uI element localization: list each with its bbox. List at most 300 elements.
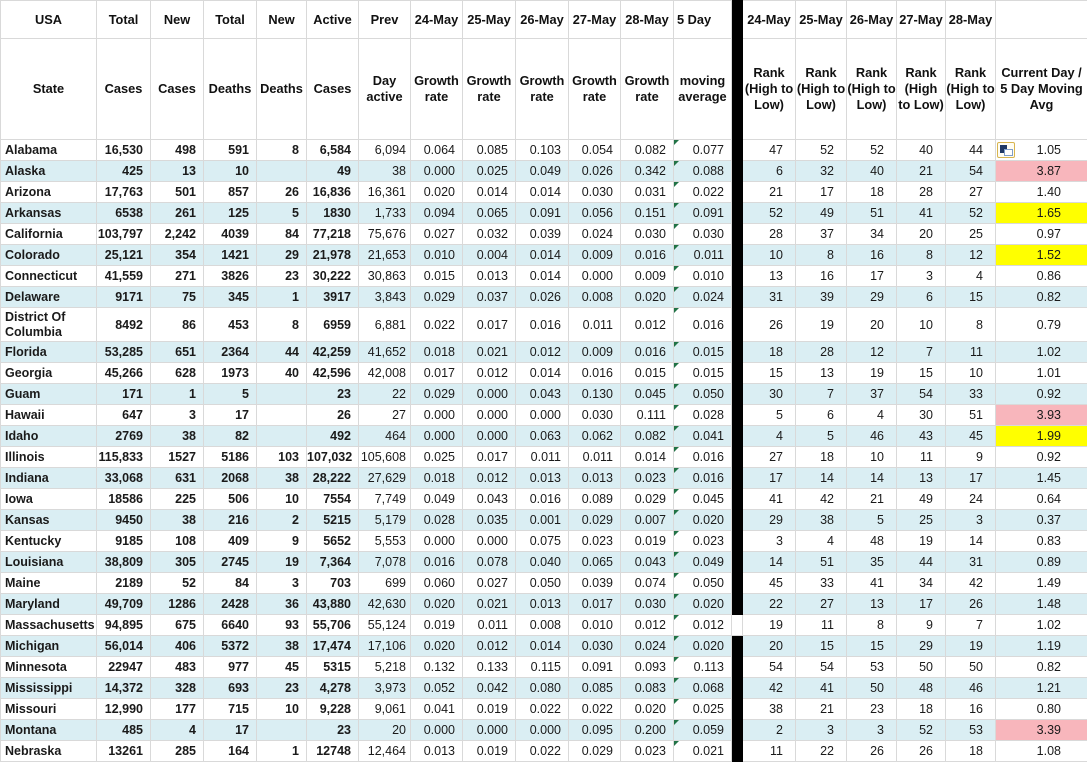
moving_avg-cell[interactable]: 0.050: [674, 384, 732, 405]
header-total_cases[interactable]: Total: [97, 1, 151, 39]
growth_25-cell[interactable]: 0.011: [463, 615, 516, 636]
total_cases-cell[interactable]: 38,809: [97, 552, 151, 573]
growth_27-cell[interactable]: 0.062: [569, 426, 621, 447]
new_cases-cell[interactable]: 305: [151, 552, 204, 573]
rank_24-cell[interactable]: 14: [743, 552, 796, 573]
total_cases-cell[interactable]: 49,709: [97, 594, 151, 615]
growth_28-cell[interactable]: 0.200: [621, 720, 674, 741]
growth_26-cell[interactable]: 0.091: [516, 203, 569, 224]
total_cases-cell[interactable]: 2189: [97, 573, 151, 594]
rank_26-cell[interactable]: 16: [847, 245, 897, 266]
new_deaths-cell[interactable]: 19: [257, 552, 307, 573]
growth_28-cell[interactable]: 0.007: [621, 510, 674, 531]
rank_24-cell[interactable]: 41: [743, 489, 796, 510]
total_deaths-cell[interactable]: 693: [204, 678, 257, 699]
growth_26-cell[interactable]: 0.080: [516, 678, 569, 699]
new_deaths-cell[interactable]: 40: [257, 363, 307, 384]
state-cell[interactable]: Kansas: [1, 510, 97, 531]
rank_25-cell[interactable]: 14: [796, 468, 847, 489]
rank_24-cell[interactable]: 22: [743, 594, 796, 615]
total_deaths-cell[interactable]: 506: [204, 489, 257, 510]
state-cell[interactable]: Alabama: [1, 140, 97, 161]
rank_24-cell[interactable]: 20: [743, 636, 796, 657]
rank_27-cell[interactable]: 7: [897, 342, 946, 363]
header-rank_24[interactable]: Rank (High to Low): [743, 39, 796, 140]
rank_25-cell[interactable]: 5: [796, 426, 847, 447]
rank_26-cell[interactable]: 5: [847, 510, 897, 531]
rank_27-cell[interactable]: 25: [897, 510, 946, 531]
new_deaths-cell[interactable]: 44: [257, 342, 307, 363]
total_cases-cell[interactable]: 14,372: [97, 678, 151, 699]
active_cases-cell[interactable]: 9,228: [307, 699, 359, 720]
active_cases-cell[interactable]: 5315: [307, 657, 359, 678]
rank_27-cell[interactable]: 48: [897, 678, 946, 699]
moving_avg-cell[interactable]: 0.016: [674, 308, 732, 342]
growth_24-cell[interactable]: 0.132: [411, 657, 463, 678]
paste-options-icon[interactable]: [997, 142, 1015, 158]
rank_28-cell[interactable]: 25: [946, 224, 996, 245]
rank_28-cell[interactable]: 33: [946, 384, 996, 405]
header-rank_27[interactable]: 27-May: [897, 1, 946, 39]
state-cell[interactable]: Minnesota: [1, 657, 97, 678]
header-new_cases[interactable]: New: [151, 1, 204, 39]
growth_26-cell[interactable]: 0.001: [516, 510, 569, 531]
rank_27-cell[interactable]: 8: [897, 245, 946, 266]
state-cell[interactable]: Mississippi: [1, 678, 97, 699]
prev_day_active-cell[interactable]: 21,653: [359, 245, 411, 266]
rank_25-cell[interactable]: 8: [796, 245, 847, 266]
header-total_deaths[interactable]: Deaths: [204, 39, 257, 140]
new_deaths-cell[interactable]: 23: [257, 678, 307, 699]
active_cases-cell[interactable]: 23: [307, 384, 359, 405]
growth_24-cell[interactable]: 0.016: [411, 552, 463, 573]
prev_day_active-cell[interactable]: 17,106: [359, 636, 411, 657]
growth_24-cell[interactable]: 0.000: [411, 161, 463, 182]
moving_avg-cell[interactable]: 0.113: [674, 657, 732, 678]
header-rank_25[interactable]: Rank (High to Low): [796, 39, 847, 140]
new_cases-cell[interactable]: 86: [151, 308, 204, 342]
ratio-cell[interactable]: 0.83: [996, 531, 1087, 552]
growth_24-cell[interactable]: 0.029: [411, 287, 463, 308]
rank_26-cell[interactable]: 52: [847, 140, 897, 161]
state-cell[interactable]: Nebraska: [1, 741, 97, 762]
growth_25-cell[interactable]: 0.013: [463, 266, 516, 287]
ratio-cell[interactable]: 1.02: [996, 615, 1087, 636]
rank_27-cell[interactable]: 54: [897, 384, 946, 405]
rank_24-cell[interactable]: 42: [743, 678, 796, 699]
rank_25-cell[interactable]: 28: [796, 342, 847, 363]
active_cases-cell[interactable]: 16,836: [307, 182, 359, 203]
total_deaths-cell[interactable]: 5186: [204, 447, 257, 468]
header-growth_24[interactable]: Growth rate: [411, 39, 463, 140]
state-cell[interactable]: Montana: [1, 720, 97, 741]
growth_25-cell[interactable]: 0.012: [463, 468, 516, 489]
rank_26-cell[interactable]: 18: [847, 182, 897, 203]
growth_28-cell[interactable]: 0.009: [621, 266, 674, 287]
growth_24-cell[interactable]: 0.025: [411, 447, 463, 468]
new_deaths-cell[interactable]: [257, 384, 307, 405]
state-cell[interactable]: Arkansas: [1, 203, 97, 224]
ratio-cell[interactable]: 0.86: [996, 266, 1087, 287]
prev_day_active-cell[interactable]: 6,881: [359, 308, 411, 342]
growth_26-cell[interactable]: 0.026: [516, 287, 569, 308]
growth_28-cell[interactable]: 0.030: [621, 594, 674, 615]
growth_28-cell[interactable]: 0.016: [621, 245, 674, 266]
rank_24-cell[interactable]: 17: [743, 468, 796, 489]
growth_28-cell[interactable]: 0.020: [621, 287, 674, 308]
rank_28-cell[interactable]: 54: [946, 161, 996, 182]
prev_day_active-cell[interactable]: 27: [359, 405, 411, 426]
growth_25-cell[interactable]: 0.065: [463, 203, 516, 224]
total_deaths-cell[interactable]: 164: [204, 741, 257, 762]
active_cases-cell[interactable]: 492: [307, 426, 359, 447]
new_cases-cell[interactable]: 406: [151, 636, 204, 657]
prev_day_active-cell[interactable]: 55,124: [359, 615, 411, 636]
rank_26-cell[interactable]: 10: [847, 447, 897, 468]
growth_28-cell[interactable]: 0.074: [621, 573, 674, 594]
rank_26-cell[interactable]: 50: [847, 678, 897, 699]
moving_avg-cell[interactable]: 0.028: [674, 405, 732, 426]
ratio-cell[interactable]: 1.19: [996, 636, 1087, 657]
total_deaths-cell[interactable]: 409: [204, 531, 257, 552]
total_deaths-cell[interactable]: 345: [204, 287, 257, 308]
new_cases-cell[interactable]: 354: [151, 245, 204, 266]
growth_25-cell[interactable]: 0.025: [463, 161, 516, 182]
growth_25-cell[interactable]: 0.027: [463, 573, 516, 594]
growth_28-cell[interactable]: 0.012: [621, 615, 674, 636]
moving_avg-cell[interactable]: 0.049: [674, 552, 732, 573]
growth_25-cell[interactable]: 0.019: [463, 741, 516, 762]
growth_27-cell[interactable]: 0.009: [569, 342, 621, 363]
rank_26-cell[interactable]: 4: [847, 405, 897, 426]
moving_avg-cell[interactable]: 0.020: [674, 636, 732, 657]
state-cell[interactable]: Connecticut: [1, 266, 97, 287]
total_cases-cell[interactable]: 53,285: [97, 342, 151, 363]
growth_27-cell[interactable]: 0.085: [569, 678, 621, 699]
rank_25-cell[interactable]: 32: [796, 161, 847, 182]
active_cases-cell[interactable]: 55,706: [307, 615, 359, 636]
rank_27-cell[interactable]: 44: [897, 552, 946, 573]
state-cell[interactable]: Florida: [1, 342, 97, 363]
growth_28-cell[interactable]: 0.015: [621, 363, 674, 384]
rank_25-cell[interactable]: 33: [796, 573, 847, 594]
header-growth_27[interactable]: Growth rate: [569, 39, 621, 140]
growth_27-cell[interactable]: 0.095: [569, 720, 621, 741]
rank_28-cell[interactable]: 7: [946, 615, 996, 636]
header-rank_25[interactable]: 25-May: [796, 1, 847, 39]
growth_24-cell[interactable]: 0.022: [411, 308, 463, 342]
rank_24-cell[interactable]: 29: [743, 510, 796, 531]
new_cases-cell[interactable]: 271: [151, 266, 204, 287]
new_cases-cell[interactable]: 2,242: [151, 224, 204, 245]
ratio-cell[interactable]: 1.99: [996, 426, 1087, 447]
moving_avg-cell[interactable]: 0.025: [674, 699, 732, 720]
new_deaths-cell[interactable]: [257, 405, 307, 426]
total_cases-cell[interactable]: 425: [97, 161, 151, 182]
rank_27-cell[interactable]: 11: [897, 447, 946, 468]
state-cell[interactable]: Illinois: [1, 447, 97, 468]
ratio-cell[interactable]: 1.08: [996, 741, 1087, 762]
header-moving_avg[interactable]: moving average: [674, 39, 732, 140]
rank_25-cell[interactable]: 17: [796, 182, 847, 203]
moving_avg-cell[interactable]: 0.077: [674, 140, 732, 161]
rank_28-cell[interactable]: 17: [946, 468, 996, 489]
total_deaths-cell[interactable]: 2068: [204, 468, 257, 489]
header-prev_day_active[interactable]: Prev: [359, 1, 411, 39]
header-new_deaths[interactable]: Deaths: [257, 39, 307, 140]
rank_26-cell[interactable]: 53: [847, 657, 897, 678]
ratio-cell[interactable]: 3.87: [996, 161, 1087, 182]
ratio-cell[interactable]: 0.82: [996, 287, 1087, 308]
rank_26-cell[interactable]: 23: [847, 699, 897, 720]
rank_25-cell[interactable]: 16: [796, 266, 847, 287]
growth_27-cell[interactable]: 0.000: [569, 266, 621, 287]
new_cases-cell[interactable]: 1527: [151, 447, 204, 468]
rank_24-cell[interactable]: 15: [743, 363, 796, 384]
rank_25-cell[interactable]: 22: [796, 741, 847, 762]
growth_25-cell[interactable]: 0.133: [463, 657, 516, 678]
rank_27-cell[interactable]: 50: [897, 657, 946, 678]
moving_avg-cell[interactable]: 0.091: [674, 203, 732, 224]
growth_25-cell[interactable]: 0.014: [463, 182, 516, 203]
new_deaths-cell[interactable]: 29: [257, 245, 307, 266]
ratio-cell[interactable]: 1.48: [996, 594, 1087, 615]
total_cases-cell[interactable]: 25,121: [97, 245, 151, 266]
growth_26-cell[interactable]: 0.022: [516, 741, 569, 762]
header-prev_day_active[interactable]: Day active: [359, 39, 411, 140]
new_deaths-cell[interactable]: [257, 720, 307, 741]
total_cases-cell[interactable]: 33,068: [97, 468, 151, 489]
rank_25-cell[interactable]: 37: [796, 224, 847, 245]
new_deaths-cell[interactable]: 103: [257, 447, 307, 468]
prev_day_active-cell[interactable]: 27,629: [359, 468, 411, 489]
growth_24-cell[interactable]: 0.094: [411, 203, 463, 224]
new_deaths-cell[interactable]: 38: [257, 636, 307, 657]
new_deaths-cell[interactable]: 45: [257, 657, 307, 678]
prev_day_active-cell[interactable]: 42,630: [359, 594, 411, 615]
rank_26-cell[interactable]: 48: [847, 531, 897, 552]
ratio-cell[interactable]: 0.97: [996, 224, 1087, 245]
ratio-cell[interactable]: 0.89: [996, 552, 1087, 573]
total_cases-cell[interactable]: 16,530: [97, 140, 151, 161]
rank_28-cell[interactable]: 46: [946, 678, 996, 699]
growth_25-cell[interactable]: 0.000: [463, 720, 516, 741]
growth_25-cell[interactable]: 0.017: [463, 447, 516, 468]
ratio-cell[interactable]: 1.49: [996, 573, 1087, 594]
growth_28-cell[interactable]: 0.151: [621, 203, 674, 224]
total_cases-cell[interactable]: 22947: [97, 657, 151, 678]
rank_28-cell[interactable]: 44: [946, 140, 996, 161]
rank_28-cell[interactable]: 31: [946, 552, 996, 573]
active_cases-cell[interactable]: 21,978: [307, 245, 359, 266]
growth_25-cell[interactable]: 0.017: [463, 308, 516, 342]
state-cell[interactable]: Maine: [1, 573, 97, 594]
rank_25-cell[interactable]: 42: [796, 489, 847, 510]
moving_avg-cell[interactable]: 0.023: [674, 531, 732, 552]
growth_28-cell[interactable]: 0.083: [621, 678, 674, 699]
rank_26-cell[interactable]: 34: [847, 224, 897, 245]
prev_day_active-cell[interactable]: 105,608: [359, 447, 411, 468]
growth_24-cell[interactable]: 0.064: [411, 140, 463, 161]
rank_27-cell[interactable]: 19: [897, 531, 946, 552]
growth_27-cell[interactable]: 0.030: [569, 182, 621, 203]
growth_27-cell[interactable]: 0.013: [569, 468, 621, 489]
header-total_deaths[interactable]: Total: [204, 1, 257, 39]
ratio-cell[interactable]: 1.40: [996, 182, 1087, 203]
growth_26-cell[interactable]: 0.039: [516, 224, 569, 245]
new_cases-cell[interactable]: 628: [151, 363, 204, 384]
rank_27-cell[interactable]: 13: [897, 468, 946, 489]
state-cell[interactable]: Delaware: [1, 287, 97, 308]
total_deaths-cell[interactable]: 715: [204, 699, 257, 720]
prev_day_active-cell[interactable]: 5,553: [359, 531, 411, 552]
rank_24-cell[interactable]: 45: [743, 573, 796, 594]
growth_24-cell[interactable]: 0.049: [411, 489, 463, 510]
rank_28-cell[interactable]: 11: [946, 342, 996, 363]
growth_28-cell[interactable]: 0.023: [621, 741, 674, 762]
prev_day_active-cell[interactable]: 12,464: [359, 741, 411, 762]
rank_28-cell[interactable]: 45: [946, 426, 996, 447]
growth_27-cell[interactable]: 0.030: [569, 405, 621, 426]
growth_26-cell[interactable]: 0.000: [516, 405, 569, 426]
moving_avg-cell[interactable]: 0.020: [674, 594, 732, 615]
ratio-cell[interactable]: 0.82: [996, 657, 1087, 678]
growth_26-cell[interactable]: 0.000: [516, 720, 569, 741]
ratio-cell[interactable]: 0.92: [996, 447, 1087, 468]
moving_avg-cell[interactable]: 0.011: [674, 245, 732, 266]
prev_day_active-cell[interactable]: 75,676: [359, 224, 411, 245]
ratio-cell[interactable]: 1.21: [996, 678, 1087, 699]
growth_27-cell[interactable]: 0.054: [569, 140, 621, 161]
rank_25-cell[interactable]: 52: [796, 140, 847, 161]
prev_day_active-cell[interactable]: 9,061: [359, 699, 411, 720]
rank_24-cell[interactable]: 11: [743, 741, 796, 762]
state-cell[interactable]: Missouri: [1, 699, 97, 720]
rank_26-cell[interactable]: 19: [847, 363, 897, 384]
growth_27-cell[interactable]: 0.023: [569, 531, 621, 552]
growth_28-cell[interactable]: 0.023: [621, 468, 674, 489]
moving_avg-cell[interactable]: 0.016: [674, 468, 732, 489]
growth_24-cell[interactable]: 0.010: [411, 245, 463, 266]
total_deaths-cell[interactable]: 17: [204, 405, 257, 426]
rank_27-cell[interactable]: 40: [897, 140, 946, 161]
header-state[interactable]: USA: [1, 1, 97, 39]
growth_28-cell[interactable]: 0.031: [621, 182, 674, 203]
state-cell[interactable]: Alaska: [1, 161, 97, 182]
rank_24-cell[interactable]: 31: [743, 287, 796, 308]
moving_avg-cell[interactable]: 0.015: [674, 342, 732, 363]
new_cases-cell[interactable]: 1286: [151, 594, 204, 615]
rank_28-cell[interactable]: 52: [946, 203, 996, 224]
rank_25-cell[interactable]: 11: [796, 615, 847, 636]
rank_26-cell[interactable]: 13: [847, 594, 897, 615]
total_deaths-cell[interactable]: 10: [204, 161, 257, 182]
prev_day_active-cell[interactable]: 42,008: [359, 363, 411, 384]
growth_24-cell[interactable]: 0.017: [411, 363, 463, 384]
growth_26-cell[interactable]: 0.043: [516, 384, 569, 405]
growth_24-cell[interactable]: 0.000: [411, 720, 463, 741]
rank_25-cell[interactable]: 4: [796, 531, 847, 552]
growth_24-cell[interactable]: 0.027: [411, 224, 463, 245]
new_cases-cell[interactable]: 52: [151, 573, 204, 594]
ratio-cell[interactable]: 3.93: [996, 405, 1087, 426]
rank_28-cell[interactable]: 18: [946, 741, 996, 762]
growth_26-cell[interactable]: 0.115: [516, 657, 569, 678]
total_deaths-cell[interactable]: 857: [204, 182, 257, 203]
total_cases-cell[interactable]: 41,559: [97, 266, 151, 287]
growth_27-cell[interactable]: 0.089: [569, 489, 621, 510]
growth_24-cell[interactable]: 0.020: [411, 182, 463, 203]
rank_27-cell[interactable]: 49: [897, 489, 946, 510]
growth_25-cell[interactable]: 0.078: [463, 552, 516, 573]
moving_avg-cell[interactable]: 0.088: [674, 161, 732, 182]
total_deaths-cell[interactable]: 216: [204, 510, 257, 531]
rank_26-cell[interactable]: 14: [847, 468, 897, 489]
total_cases-cell[interactable]: 485: [97, 720, 151, 741]
growth_25-cell[interactable]: 0.000: [463, 405, 516, 426]
active_cases-cell[interactable]: 12748: [307, 741, 359, 762]
new_deaths-cell[interactable]: 23: [257, 266, 307, 287]
active_cases-cell[interactable]: 17,474: [307, 636, 359, 657]
total_cases-cell[interactable]: 9450: [97, 510, 151, 531]
rank_24-cell[interactable]: 4: [743, 426, 796, 447]
new_cases-cell[interactable]: 38: [151, 426, 204, 447]
new_cases-cell[interactable]: 225: [151, 489, 204, 510]
growth_27-cell[interactable]: 0.017: [569, 594, 621, 615]
header-total_cases[interactable]: Cases: [97, 39, 151, 140]
growth_27-cell[interactable]: 0.029: [569, 510, 621, 531]
new_deaths-cell[interactable]: 10: [257, 699, 307, 720]
growth_26-cell[interactable]: 0.049: [516, 161, 569, 182]
active_cases-cell[interactable]: 6959: [307, 308, 359, 342]
rank_25-cell[interactable]: 49: [796, 203, 847, 224]
growth_25-cell[interactable]: 0.004: [463, 245, 516, 266]
prev_day_active-cell[interactable]: 699: [359, 573, 411, 594]
rank_24-cell[interactable]: 21: [743, 182, 796, 203]
state-cell[interactable]: Colorado: [1, 245, 97, 266]
active_cases-cell[interactable]: 5652: [307, 531, 359, 552]
prev_day_active-cell[interactable]: 3,843: [359, 287, 411, 308]
growth_27-cell[interactable]: 0.065: [569, 552, 621, 573]
state-cell[interactable]: Louisiana: [1, 552, 97, 573]
header-rank_28[interactable]: 28-May: [946, 1, 996, 39]
prev_day_active-cell[interactable]: 30,863: [359, 266, 411, 287]
new_cases-cell[interactable]: 38: [151, 510, 204, 531]
total_deaths-cell[interactable]: 82: [204, 426, 257, 447]
growth_28-cell[interactable]: 0.024: [621, 636, 674, 657]
rank_28-cell[interactable]: 14: [946, 531, 996, 552]
active_cases-cell[interactable]: 6,584: [307, 140, 359, 161]
header-rank_27[interactable]: Rank (High to Low): [897, 39, 946, 140]
growth_28-cell[interactable]: 0.111: [621, 405, 674, 426]
state-cell[interactable]: Guam: [1, 384, 97, 405]
active_cases-cell[interactable]: 42,259: [307, 342, 359, 363]
prev_day_active-cell[interactable]: 5,179: [359, 510, 411, 531]
growth_26-cell[interactable]: 0.014: [516, 636, 569, 657]
rank_26-cell[interactable]: 15: [847, 636, 897, 657]
growth_26-cell[interactable]: 0.011: [516, 447, 569, 468]
growth_26-cell[interactable]: 0.013: [516, 468, 569, 489]
growth_24-cell[interactable]: 0.020: [411, 636, 463, 657]
growth_28-cell[interactable]: 0.014: [621, 447, 674, 468]
growth_24-cell[interactable]: 0.029: [411, 384, 463, 405]
active_cases-cell[interactable]: 30,222: [307, 266, 359, 287]
moving_avg-cell[interactable]: 0.010: [674, 266, 732, 287]
total_deaths-cell[interactable]: 453: [204, 308, 257, 342]
rank_26-cell[interactable]: 3: [847, 720, 897, 741]
active_cases-cell[interactable]: 23: [307, 720, 359, 741]
prev_day_active-cell[interactable]: 7,078: [359, 552, 411, 573]
